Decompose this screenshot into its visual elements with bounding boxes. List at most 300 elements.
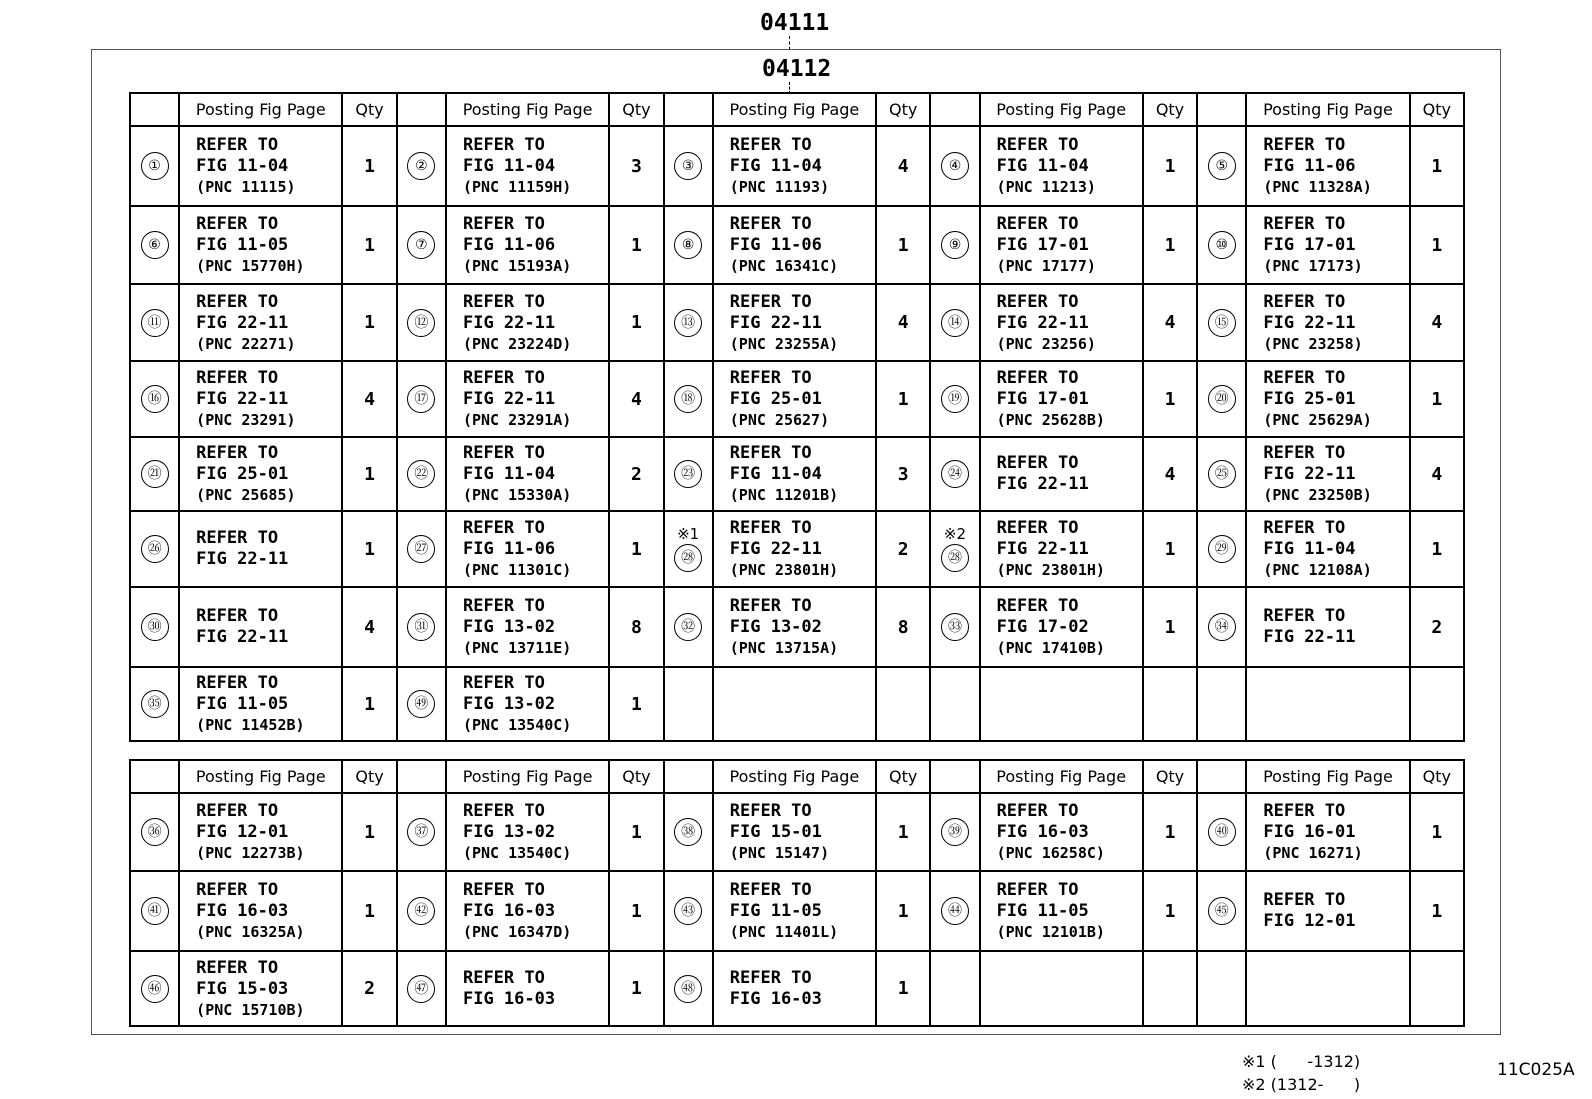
- index-cell: [930, 361, 979, 437]
- refer-to-text: REFER TO: [196, 443, 279, 463]
- fig-number: FIG 22-11: [462, 312, 556, 333]
- header-index-cell: [664, 760, 713, 793]
- posting-fig-page-cell: [980, 206, 1143, 284]
- posting-fig-page-cell: [179, 511, 342, 587]
- index-cell: [664, 437, 713, 511]
- index-cell: [397, 511, 446, 587]
- posting-fig-page-cell: [713, 284, 876, 361]
- posting-fig-page-cell: [1246, 793, 1409, 871]
- fig-number: FIG 22-11: [729, 539, 822, 559]
- item-number: ⑯: [141, 385, 169, 413]
- item-number: ㊲: [407, 818, 435, 846]
- index-cell: [1197, 206, 1246, 284]
- refer-to-text: REFER TO: [196, 291, 279, 312]
- qty-cell: [1143, 437, 1197, 511]
- item-number: ㉘: [674, 544, 702, 572]
- item-number: ⑳: [1208, 385, 1236, 413]
- qty-cell: [1143, 284, 1197, 361]
- item-number: ⑨: [941, 231, 969, 259]
- refer-to-text: REFER TO: [196, 135, 279, 155]
- fig-number: FIG 12-01: [1263, 911, 1356, 931]
- refer-to-text: REFER TO: [996, 214, 1079, 234]
- refer-to-text: REFER TO: [996, 135, 1079, 155]
- note-mark: ※2: [943, 525, 967, 543]
- header-posting-fig-page: Posting Fig Page: [980, 93, 1143, 126]
- posting-fig-page-cell: [446, 437, 609, 511]
- fig-number: FIG 25-01: [1263, 389, 1356, 409]
- qty-value: 1: [1164, 155, 1176, 177]
- fig-number: FIG 17-01: [1263, 235, 1356, 255]
- qty-value: 1: [364, 693, 376, 715]
- pnc-number: (PNC 25628B): [996, 411, 1105, 429]
- pnc-number: (PNC 23801H): [996, 561, 1105, 579]
- index-cell: [397, 437, 446, 511]
- qty-cell: [876, 437, 930, 511]
- index-cell: [930, 126, 979, 206]
- refer-to-text: REFER TO: [729, 596, 812, 616]
- item-number: ㉓: [674, 460, 702, 488]
- item-number: ⑪: [141, 309, 169, 337]
- posting-fig-page-cell: [446, 793, 609, 871]
- qty-cell: [1410, 437, 1464, 511]
- refer-to-text: REFER TO: [1263, 518, 1346, 538]
- refer-to-text: REFER TO: [996, 368, 1079, 388]
- pnc-number: (PNC 22271): [196, 334, 296, 353]
- index-cell: [664, 284, 713, 361]
- header-qty: Qty: [342, 93, 396, 126]
- posting-fig-page-cell: [980, 437, 1143, 511]
- pnc-number: (PNC 13540C): [462, 716, 572, 734]
- qty-value: 2: [897, 538, 909, 560]
- qty-value: 4: [1431, 463, 1443, 485]
- item-number: ⑤: [1208, 152, 1236, 180]
- pnc-number: (PNC 15193A): [462, 257, 572, 275]
- qty-cell: [342, 587, 396, 667]
- item-number: ㊱: [141, 818, 169, 846]
- index-cell: [397, 361, 446, 437]
- posting-fig-page-cell: [179, 793, 342, 871]
- refer-to-text: REFER TO: [996, 801, 1079, 821]
- refer-to-text: REFER TO: [196, 368, 279, 388]
- refer-to-text: REFER TO: [196, 801, 279, 821]
- qty-cell: [609, 126, 663, 206]
- posting-fig-page-cell: [980, 511, 1143, 587]
- qty-value: 1: [1431, 900, 1443, 922]
- index-cell: [664, 511, 713, 587]
- qty-value: 1: [630, 693, 642, 715]
- posting-fig-page-cell: [713, 667, 876, 741]
- index-cell: [130, 437, 179, 511]
- fig-number: FIG 17-02: [996, 617, 1089, 637]
- pnc-number: (PNC 15147): [729, 844, 830, 862]
- table-row: [130, 284, 1464, 361]
- qty-value: 1: [364, 821, 376, 843]
- fig-number: FIG 12-01: [196, 822, 289, 842]
- refer-to-text: REFER TO: [1263, 291, 1346, 312]
- refer-to-text: REFER TO: [1263, 368, 1346, 388]
- posting-fig-page-cell: [713, 126, 876, 206]
- footnote-1: ※1 ( -1312): [1242, 1052, 1361, 1071]
- index-cell: [130, 511, 179, 587]
- fig-number: FIG 13-02: [462, 617, 556, 637]
- index-cell: [1197, 284, 1246, 361]
- index-cell: [664, 361, 713, 437]
- assembly-label-04112: 04112: [762, 56, 832, 82]
- posting-fig-page-cell: [179, 587, 342, 667]
- qty-cell: [1143, 587, 1197, 667]
- qty-value: 1: [1164, 234, 1176, 256]
- item-number: ㉔: [941, 460, 969, 488]
- posting-fig-page-cell: [446, 871, 609, 951]
- item-number: ⑲: [941, 385, 969, 413]
- qty-cell: [876, 587, 930, 667]
- fig-number: FIG 22-11: [996, 312, 1089, 333]
- qty-value: 4: [897, 312, 909, 333]
- fig-number: FIG 22-11: [1263, 312, 1356, 333]
- posting-fig-page-cell: [1246, 437, 1409, 511]
- fig-number: FIG 11-05: [196, 235, 289, 255]
- posting-fig-page-cell: [446, 206, 609, 284]
- index-cell: [397, 284, 446, 361]
- refer-to-text: REFER TO: [729, 967, 812, 988]
- pnc-number: (PNC 16347D): [462, 923, 572, 941]
- posting-fig-page-cell: [713, 793, 876, 871]
- table-row: [130, 511, 1464, 587]
- qty-cell: [342, 437, 396, 511]
- qty-value: 4: [364, 388, 376, 410]
- refer-to-text: REFER TO: [462, 135, 545, 155]
- header-qty: Qty: [1143, 93, 1197, 126]
- index-cell: [664, 587, 713, 667]
- refer-to-text: REFER TO: [462, 291, 545, 312]
- header-index-cell: [664, 93, 713, 126]
- qty-cell: [876, 511, 930, 587]
- qty-value: 1: [1164, 388, 1176, 410]
- posting-fig-page-cell: [980, 284, 1143, 361]
- posting-fig-page-cell: [980, 126, 1143, 206]
- posting-fig-page-cell: [446, 126, 609, 206]
- pnc-number: (PNC 11159H): [462, 178, 572, 196]
- refer-to-text: REFER TO: [462, 967, 545, 988]
- table-row: [130, 871, 1464, 951]
- qty-value: 1: [1164, 900, 1176, 922]
- pnc-number: (PNC 17177): [996, 257, 1096, 275]
- qty-value: 2: [1431, 616, 1443, 638]
- pnc-number: (PNC 11193): [729, 178, 830, 196]
- fig-number: FIG 25-01: [729, 389, 822, 409]
- fig-number: FIG 11-04: [729, 156, 822, 176]
- index-cell: [1197, 951, 1246, 1026]
- index-cell: [930, 437, 979, 511]
- pnc-number: (PNC 25629A): [1263, 411, 1372, 429]
- item-number: ⑱: [674, 385, 702, 413]
- qty-cell: [609, 511, 663, 587]
- qty-value: 1: [1164, 538, 1176, 560]
- index-cell: [1197, 871, 1246, 951]
- posting-fig-page-cell: [713, 587, 876, 667]
- pnc-number: (PNC 11401L): [729, 923, 839, 941]
- posting-fig-page-cell: [713, 437, 876, 511]
- item-number: ㊺: [1208, 897, 1236, 925]
- posting-fig-page-cell: [980, 587, 1143, 667]
- posting-fig-page-cell: [980, 667, 1143, 741]
- item-number: ⑰: [407, 385, 435, 413]
- qty-cell: [342, 126, 396, 206]
- item-number: ㉑: [141, 460, 169, 488]
- qty-cell: [876, 871, 930, 951]
- qty-cell: [1410, 511, 1464, 587]
- posting-fig-page-cell: [446, 511, 609, 587]
- pnc-number: (PNC 23250B): [1263, 486, 1372, 504]
- item-number: ㊹: [941, 897, 969, 925]
- posting-fig-page-cell: [1246, 511, 1409, 587]
- qty-value: 2: [630, 463, 642, 485]
- index-cell: [930, 206, 979, 284]
- index-cell: [1197, 437, 1246, 511]
- qty-value: 1: [897, 900, 909, 922]
- refer-to-text: REFER TO: [462, 673, 545, 693]
- pnc-number: (PNC 15770H): [196, 257, 305, 275]
- posting-fig-page-cell: [980, 951, 1143, 1026]
- header-posting-fig-page: Posting Fig Page: [446, 760, 609, 793]
- pnc-number: (PNC 23801H): [729, 561, 839, 579]
- posting-fig-page-cell: [713, 951, 876, 1026]
- pnc-number: (PNC 23256): [996, 334, 1096, 353]
- qty-value: 8: [630, 616, 642, 638]
- index-cell: [930, 793, 979, 871]
- qty-cell: [1410, 587, 1464, 667]
- index-cell: [130, 284, 179, 361]
- header-index-cell: [130, 760, 179, 793]
- qty-value: 1: [364, 538, 376, 560]
- item-number: ⑦: [407, 231, 435, 259]
- refer-to-text: REFER TO: [996, 880, 1079, 900]
- fig-number: FIG 11-04: [996, 156, 1089, 176]
- item-number: ㊸: [674, 897, 702, 925]
- posting-fig-page-cell: [179, 871, 342, 951]
- header-posting-fig-page: Posting Fig Page: [1246, 93, 1409, 126]
- item-number: ㉝: [941, 613, 969, 641]
- header-posting-fig-page: Posting Fig Page: [980, 760, 1143, 793]
- table-row: [130, 206, 1464, 284]
- refer-to-text: REFER TO: [1263, 443, 1346, 463]
- refer-to-text: REFER TO: [996, 518, 1079, 538]
- posting-fig-page-cell: [1246, 126, 1409, 206]
- table-header-row: [130, 760, 1464, 793]
- index-cell: [930, 284, 979, 361]
- index-cell: [397, 951, 446, 1026]
- qty-cell: [1410, 951, 1464, 1026]
- index-cell: [1197, 511, 1246, 587]
- index-cell: [930, 871, 979, 951]
- item-number: ④: [941, 152, 969, 180]
- qty-value: 1: [897, 234, 909, 256]
- fig-number: FIG 11-05: [196, 694, 289, 714]
- table-row: [130, 361, 1464, 437]
- pnc-number: (PNC 13540C): [462, 844, 572, 862]
- pnc-number: (PNC 16271): [1263, 844, 1363, 862]
- refer-to-text: REFER TO: [462, 596, 545, 616]
- table-row: [130, 667, 1464, 741]
- qty-cell: [1143, 793, 1197, 871]
- table-row: [130, 126, 1464, 206]
- refer-to-text: REFER TO: [729, 801, 812, 821]
- reference-table-lower: [129, 759, 1465, 1027]
- fig-number: FIG 11-04: [1263, 539, 1356, 559]
- figure-code: 11C025A: [1497, 1060, 1575, 1080]
- pnc-number: (PNC 12108A): [1263, 561, 1372, 579]
- qty-value: 3: [630, 155, 642, 177]
- fig-number: FIG 11-04: [729, 464, 822, 484]
- pnc-number: (PNC 16341C): [729, 257, 839, 275]
- qty-cell: [1143, 871, 1197, 951]
- reference-table-upper: [129, 92, 1465, 742]
- header-index-cell: [397, 760, 446, 793]
- qty-cell: [876, 126, 930, 206]
- item-number: ㉛: [407, 613, 435, 641]
- index-cell: [130, 206, 179, 284]
- header-qty: Qty: [609, 760, 663, 793]
- posting-fig-page-cell: [179, 126, 342, 206]
- qty-cell: [342, 667, 396, 741]
- qty-cell: [876, 667, 930, 741]
- fig-number: FIG 11-04: [462, 156, 556, 176]
- fig-number: FIG 22-11: [196, 549, 289, 569]
- posting-fig-page-cell: [179, 951, 342, 1026]
- refer-to-text: REFER TO: [196, 880, 279, 900]
- pnc-number: (PNC 25685): [196, 486, 296, 504]
- item-number: ㊵: [1208, 818, 1236, 846]
- refer-to-text: REFER TO: [996, 291, 1079, 312]
- qty-cell: [876, 361, 930, 437]
- fig-number: FIG 16-03: [462, 901, 556, 921]
- qty-cell: [342, 206, 396, 284]
- item-number: ㉗: [407, 535, 435, 563]
- fig-number: FIG 11-06: [1263, 156, 1356, 176]
- qty-value: 1: [1431, 234, 1443, 256]
- pnc-number: (PNC 25627): [729, 411, 830, 429]
- refer-to-text: REFER TO: [729, 518, 812, 538]
- qty-cell: [1143, 361, 1197, 437]
- fig-number: FIG 22-11: [1263, 627, 1356, 647]
- refer-to-text: REFER TO: [1263, 606, 1346, 626]
- index-cell: [130, 587, 179, 667]
- qty-value: 4: [1164, 463, 1176, 485]
- item-number: ②: [407, 152, 435, 180]
- item-number: ㊷: [407, 897, 435, 925]
- fig-number: FIG 22-11: [996, 474, 1089, 494]
- index-cell: [130, 871, 179, 951]
- header-index-cell: [397, 93, 446, 126]
- item-number: ㊴: [941, 818, 969, 846]
- qty-value: 1: [364, 234, 376, 256]
- qty-cell: [1410, 126, 1464, 206]
- index-cell: [397, 667, 446, 741]
- qty-value: 4: [897, 155, 909, 177]
- index-cell: [930, 951, 979, 1026]
- qty-value: 1: [1431, 388, 1443, 410]
- fig-number: FIG 11-04: [462, 464, 556, 484]
- qty-cell: [609, 587, 663, 667]
- item-number: ㊶: [141, 897, 169, 925]
- item-number: ㉘: [941, 544, 969, 572]
- index-cell: [397, 793, 446, 871]
- fig-number: FIG 13-02: [462, 822, 556, 842]
- refer-to-text: REFER TO: [462, 801, 545, 821]
- fig-number: FIG 11-06: [462, 539, 556, 559]
- pnc-number: (PNC 23224D): [462, 334, 572, 353]
- pnc-number: (PNC 12101B): [996, 923, 1105, 941]
- refer-to-text: REFER TO: [462, 518, 545, 538]
- posting-fig-page-cell: [179, 361, 342, 437]
- item-number: ㊾: [407, 690, 435, 718]
- index-cell: [664, 871, 713, 951]
- refer-to-text: REFER TO: [1263, 801, 1346, 821]
- refer-to-text: REFER TO: [729, 214, 812, 234]
- pnc-number: (PNC 23255A): [729, 334, 839, 353]
- item-number: ⑮: [1208, 309, 1236, 337]
- index-cell: [1197, 361, 1246, 437]
- posting-fig-page-cell: [1246, 284, 1409, 361]
- fig-number: FIG 22-11: [462, 389, 556, 409]
- qty-cell: [342, 871, 396, 951]
- table-row: [130, 951, 1464, 1026]
- fig-number: FIG 22-11: [196, 627, 289, 647]
- qty-cell: [1410, 793, 1464, 871]
- header-qty: Qty: [876, 93, 930, 126]
- qty-cell: [1143, 951, 1197, 1026]
- refer-to-text: REFER TO: [996, 596, 1079, 616]
- qty-value: 1: [897, 388, 909, 410]
- posting-fig-page-cell: [1246, 206, 1409, 284]
- item-number: ⑬: [674, 309, 702, 337]
- pnc-number: (PNC 23291): [196, 411, 296, 429]
- item-number: ⑥: [141, 231, 169, 259]
- index-cell: [397, 587, 446, 667]
- fig-number: FIG 16-03: [996, 822, 1089, 842]
- posting-fig-page-cell: [1246, 667, 1409, 741]
- qty-cell: [876, 206, 930, 284]
- refer-to-text: REFER TO: [729, 443, 812, 463]
- index-cell: [664, 951, 713, 1026]
- index-cell: [1197, 793, 1246, 871]
- refer-to-text: REFER TO: [196, 606, 279, 626]
- qty-cell: [1143, 126, 1197, 206]
- fig-number: FIG 22-11: [996, 539, 1089, 559]
- fig-number: FIG 16-03: [462, 988, 556, 1009]
- qty-cell: [1410, 361, 1464, 437]
- index-cell: [130, 951, 179, 1026]
- refer-to-text: REFER TO: [462, 214, 545, 234]
- header-index-cell: [130, 93, 179, 126]
- pnc-number: (PNC 11452B): [196, 716, 305, 734]
- index-cell: [664, 667, 713, 741]
- item-number: ㊼: [407, 975, 435, 1003]
- index-cell: [397, 871, 446, 951]
- index-cell: [130, 361, 179, 437]
- posting-fig-page-cell: [713, 871, 876, 951]
- index-cell: [930, 667, 979, 741]
- qty-value: 1: [1164, 616, 1176, 638]
- qty-value: 1: [630, 978, 642, 999]
- qty-value: 1: [630, 234, 642, 256]
- index-cell: [1197, 587, 1246, 667]
- fig-number: FIG 17-01: [996, 389, 1089, 409]
- refer-to-text: REFER TO: [196, 214, 279, 234]
- pnc-number: (PNC 15330A): [462, 486, 572, 504]
- qty-value: 1: [630, 821, 642, 843]
- posting-fig-page-cell: [980, 361, 1143, 437]
